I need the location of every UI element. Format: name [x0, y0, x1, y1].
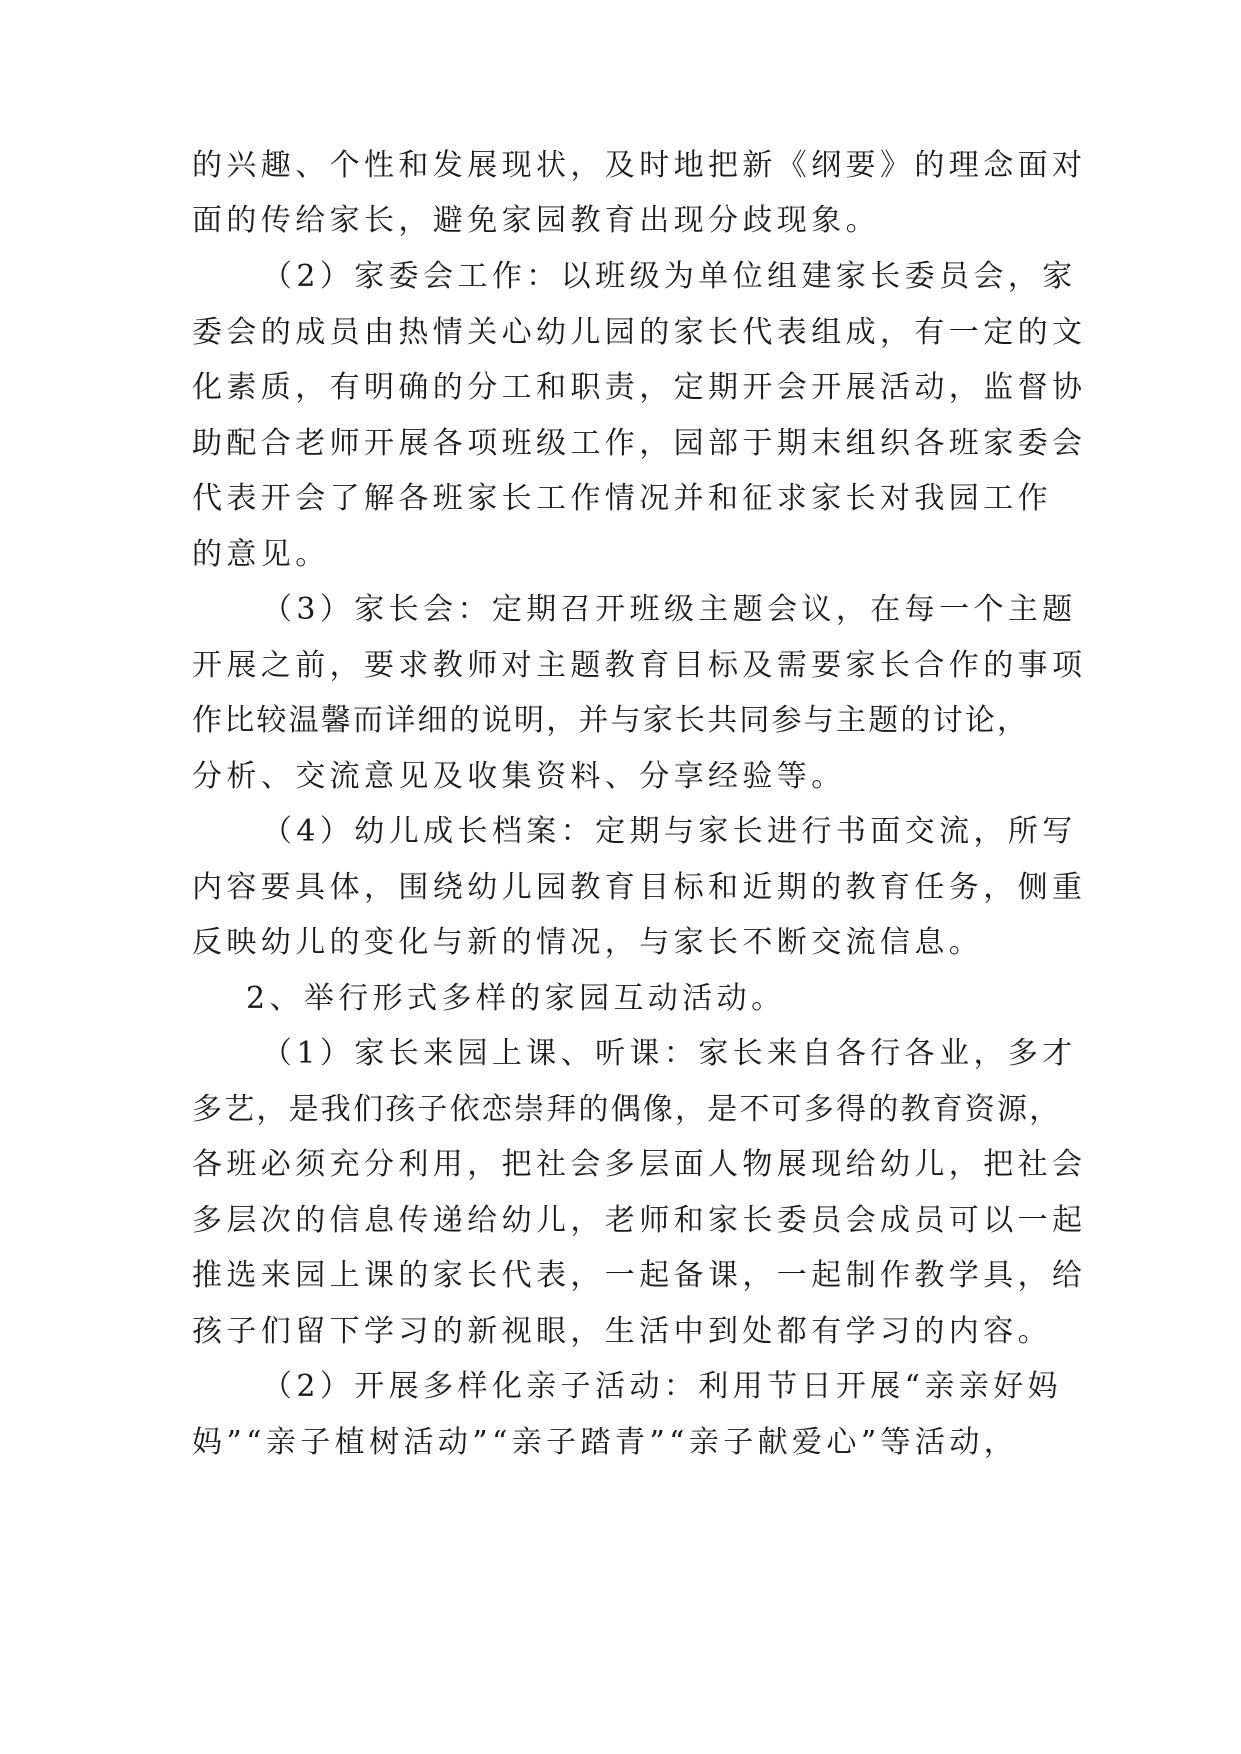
paragraph-line: 反映幼儿的变化与新的情况，与家长不断交流信息。 [192, 925, 984, 960]
paragraph-line: 孩子们留下学习的新视眼，生活中到处都有学习的内容。 [192, 1314, 1052, 1349]
paragraph-line: 作比较温馨而详细的说明，并与家长共同参与主题的讨论， [192, 703, 1030, 738]
paragraph-line: （2）开展多样化亲子活动：利用节日开展“亲亲好妈 [262, 1369, 1063, 1404]
paragraph-line: 面的传给家长，避免家园教育出现分歧现象。 [192, 203, 880, 238]
paragraph-line: 分析、交流意见及收集资料、分享经验等。 [192, 759, 846, 794]
paragraph-line: 代表开会了解各班家长工作情况并和征求家长对我园工作 [192, 481, 1052, 516]
paragraph-line: 委会的成员由热情关心幼儿园的家长代表组成，有一定的文 [192, 315, 1087, 350]
paragraph-line: 各班必须充分利用，把社会多层面人物展现给幼儿，把社会 [192, 1147, 1087, 1182]
paragraph-line: 的兴趣、个性和发展现状，及时地把新《纲要》的理念面对 [192, 148, 1087, 183]
paragraph-line: 内容要具体，围绕幼儿园教育目标和近期的教育任务，侧重 [192, 870, 1087, 905]
paragraph-line: 开展之前，要求教师对主题教育目标及需要家长合作的事项 [192, 648, 1087, 683]
paragraph-line: 妈”“亲子植树活动”“亲子踏青”“亲子献爱心”等活动， [192, 1425, 1019, 1460]
paragraph-line: 助配合老师开展各项班级工作，园部于期末组织各班家委会 [192, 426, 1087, 461]
paragraph-line: 推选来园上课的家长代表，一起备课，一起制作教学具，给 [192, 1258, 1087, 1293]
section-heading: 2、举行形式多样的家园互动活动。 [246, 981, 786, 1016]
paragraph-line: （3）家长会：定期召开班级主题会议，在每一个主题 [262, 592, 1077, 627]
paragraph-line: 化素质，有明确的分工和职责，定期开会开展活动，监督协 [192, 370, 1087, 405]
paragraph-line: 的意见。 [192, 537, 330, 572]
paragraph-line: （1）家长来园上课、听课：家长来自各行各业，多才 [262, 1036, 1077, 1071]
paragraph-line: （2）家委会工作：以班级为单位组建家长委员会，家 [262, 259, 1077, 294]
paragraph-line: （4）幼儿成长档案：定期与家长进行书面交流，所写 [262, 814, 1077, 849]
paragraph-line: 多艺，是我们孩子依恋崇拜的偶像，是不可多得的教育资源， [192, 1092, 1062, 1127]
paragraph-line: 多层次的信息传递给幼儿，老师和家长委员会成员可以一起 [192, 1203, 1087, 1238]
